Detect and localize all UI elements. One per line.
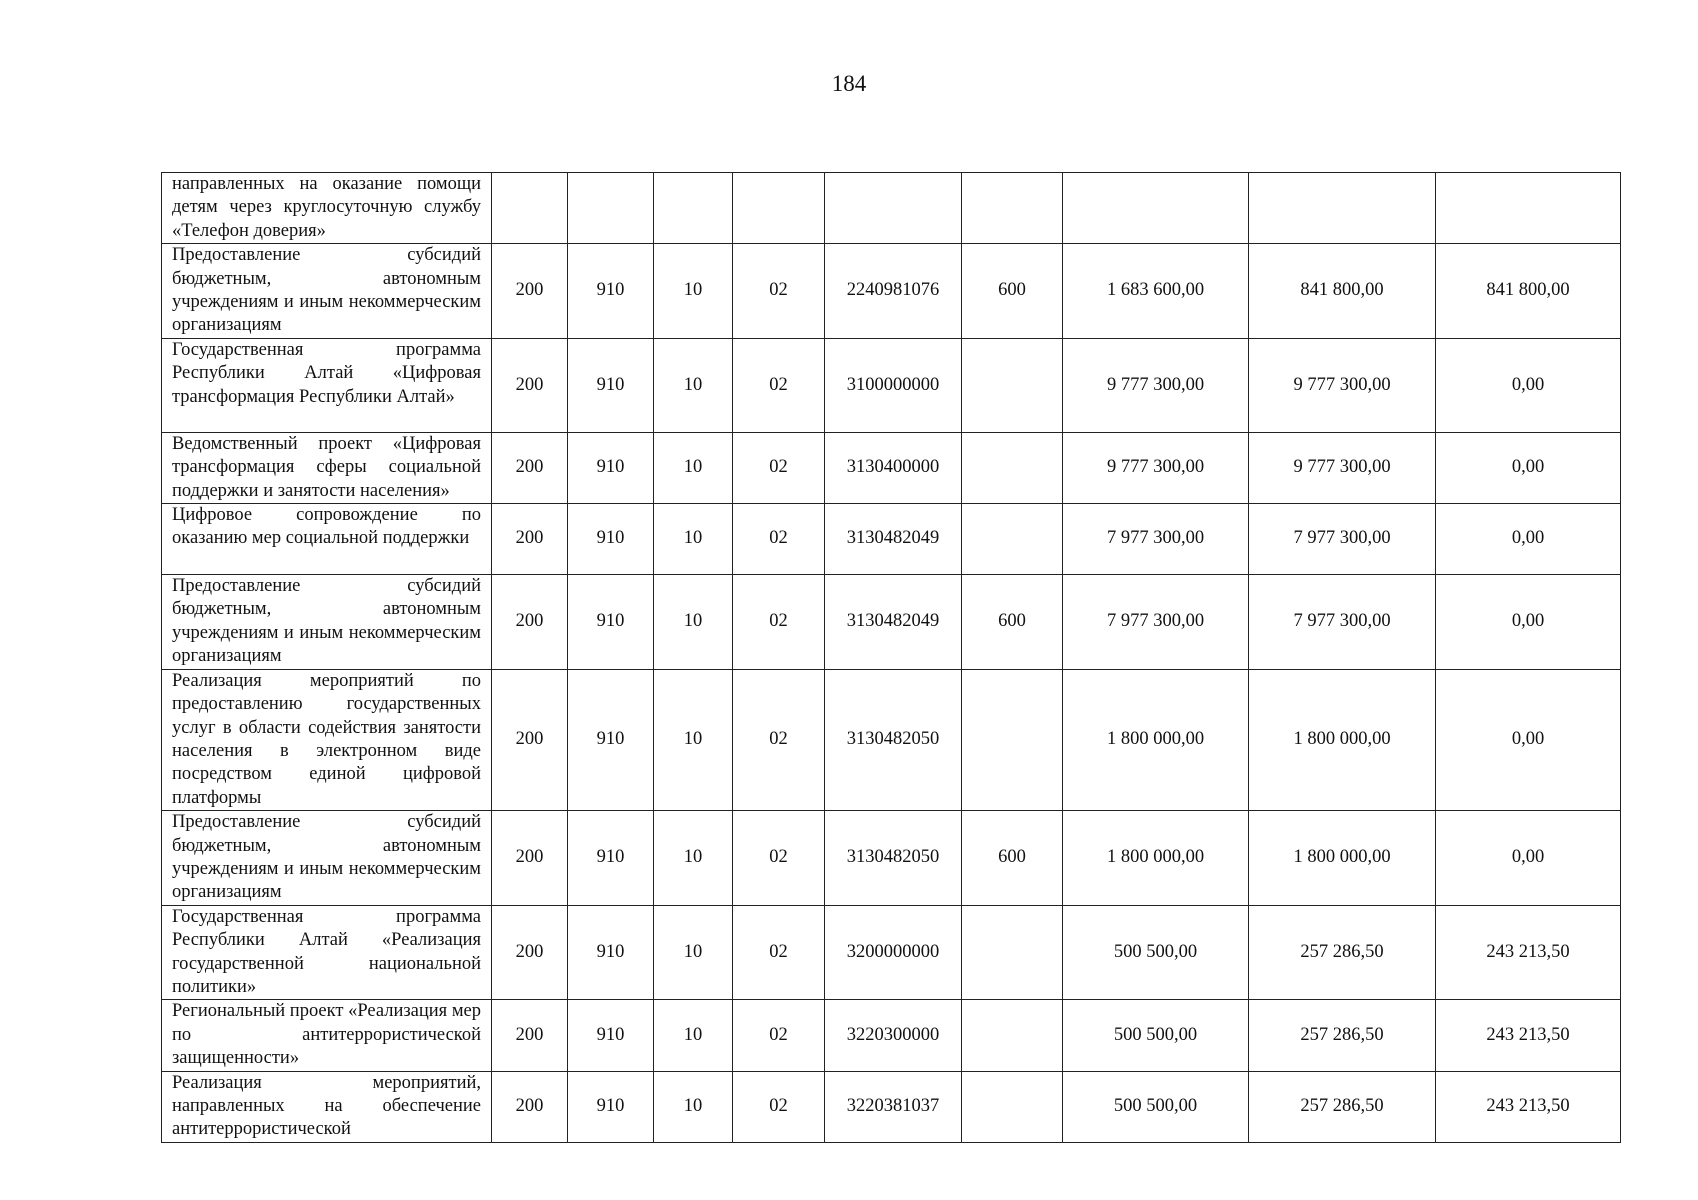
cell-value-1 [1063, 173, 1249, 244]
cell-code-2: 910 [568, 1000, 654, 1071]
table-row [162, 905, 1621, 1000]
cell-code-4: 02 [733, 811, 825, 906]
row-description: Государственная программа Республики Алтай «Реализация государственной национальной политики» [162, 905, 492, 1000]
cell-code-4: 02 [733, 905, 825, 1000]
cell-value-1: 500 500,00 [1063, 1071, 1249, 1142]
cell-code-4: 02 [733, 575, 825, 670]
cell-code-6: 600 [962, 811, 1063, 906]
cell-code-1 [492, 173, 568, 244]
cell-code-6 [962, 1000, 1063, 1071]
cell-code-3: 10 [654, 244, 733, 339]
row-description: направленных на оказание помощи детям через круглосуточную службу «Телефон доверия» [162, 173, 492, 244]
cell-code-4: 02 [733, 504, 825, 575]
cell-value-1: 9 777 300,00 [1063, 338, 1249, 432]
cell-value-3: 0,00 [1436, 575, 1621, 670]
cell-code-1: 200 [492, 338, 568, 432]
table-row [162, 575, 1621, 670]
cell-code-2: 910 [568, 1071, 654, 1142]
cell-value-1: 1 683 600,00 [1063, 244, 1249, 339]
cell-code-5: 3100000000 [825, 338, 962, 432]
cell-code-1: 200 [492, 905, 568, 1000]
cell-value-2: 9 777 300,00 [1249, 338, 1436, 432]
cell-code-3: 10 [654, 669, 733, 810]
cell-code-2: 910 [568, 338, 654, 432]
cell-value-3: 0,00 [1436, 432, 1621, 503]
cell-value-2: 257 286,50 [1249, 1071, 1436, 1142]
cell-code-4: 02 [733, 244, 825, 339]
cell-value-3: 0,00 [1436, 811, 1621, 906]
cell-value-3: 0,00 [1436, 338, 1621, 432]
cell-value-2: 257 286,50 [1249, 1000, 1436, 1071]
cell-code-3: 10 [654, 811, 733, 906]
cell-value-1: 7 977 300,00 [1063, 504, 1249, 575]
cell-value-3: 0,00 [1436, 504, 1621, 575]
cell-code-6 [962, 905, 1063, 1000]
row-description: Предоставление субсидий бюджетным, автономным учреждениям и иным некоммерческим организациям [162, 811, 492, 906]
table-row [162, 1000, 1621, 1071]
table-row [162, 504, 1621, 575]
cell-code-2: 910 [568, 811, 654, 906]
cell-value-2: 841 800,00 [1249, 244, 1436, 339]
cell-code-2: 910 [568, 669, 654, 810]
table-row [162, 338, 1621, 432]
cell-value-2 [1249, 173, 1436, 244]
table-body [162, 173, 1621, 1143]
table-row [162, 432, 1621, 503]
row-description: Реализация мероприятий по предоставлению государственных услуг в области содействия занятости населения в электронном виде посредством единой цифровой платформы [162, 669, 492, 810]
cell-code-2: 910 [568, 504, 654, 575]
row-description: Ведомственный проект «Цифровая трансформация сферы социальной поддержки и занятости населения» [162, 432, 492, 503]
cell-code-1: 200 [492, 432, 568, 503]
cell-code-3: 10 [654, 504, 733, 575]
cell-code-6: 600 [962, 244, 1063, 339]
table-row [162, 173, 1621, 244]
cell-code-6: 600 [962, 575, 1063, 670]
cell-code-5 [825, 173, 962, 244]
cell-code-1: 200 [492, 575, 568, 670]
cell-code-5: 3130482050 [825, 669, 962, 810]
cell-code-4: 02 [733, 338, 825, 432]
cell-code-4: 02 [733, 432, 825, 503]
cell-code-1: 200 [492, 244, 568, 339]
cell-value-2: 7 977 300,00 [1249, 575, 1436, 670]
cell-code-3: 10 [654, 1000, 733, 1071]
cell-code-5: 3130482049 [825, 504, 962, 575]
cell-code-2 [568, 173, 654, 244]
cell-code-2: 910 [568, 432, 654, 503]
cell-value-1: 500 500,00 [1063, 905, 1249, 1000]
cell-value-2: 7 977 300,00 [1249, 504, 1436, 575]
cell-code-4 [733, 173, 825, 244]
cell-code-3 [654, 173, 733, 244]
budget-table [161, 172, 1621, 1143]
cell-value-1: 500 500,00 [1063, 1000, 1249, 1071]
cell-code-5: 3220381037 [825, 1071, 962, 1142]
cell-code-5: 3220300000 [825, 1000, 962, 1071]
row-description: Цифровое сопровождение по оказанию мер социальной поддержки [162, 504, 492, 575]
cell-code-4: 02 [733, 1000, 825, 1071]
cell-value-3: 841 800,00 [1436, 244, 1621, 339]
cell-value-1: 9 777 300,00 [1063, 432, 1249, 503]
cell-code-1: 200 [492, 1071, 568, 1142]
table-row [162, 811, 1621, 906]
cell-code-5: 3130482049 [825, 575, 962, 670]
cell-code-5: 3130482050 [825, 811, 962, 906]
cell-value-2: 1 800 000,00 [1249, 669, 1436, 810]
cell-value-1: 1 800 000,00 [1063, 669, 1249, 810]
row-description: Реализация мероприятий, направленных на обеспечение антитеррористической [162, 1071, 492, 1142]
cell-code-3: 10 [654, 1071, 733, 1142]
page-number: 184 [831, 71, 867, 96]
cell-value-1: 1 800 000,00 [1063, 811, 1249, 906]
cell-value-3 [1436, 173, 1621, 244]
cell-code-2: 910 [568, 575, 654, 670]
cell-code-1: 200 [492, 811, 568, 906]
cell-code-1: 200 [492, 669, 568, 810]
cell-value-3: 243 213,50 [1436, 1071, 1621, 1142]
cell-code-2: 910 [568, 905, 654, 1000]
cell-code-5: 3130400000 [825, 432, 962, 503]
cell-value-1: 7 977 300,00 [1063, 575, 1249, 670]
row-description: Региональный проект «Реализация мер по антитеррористической защищенности» [162, 1000, 492, 1071]
cell-code-3: 10 [654, 905, 733, 1000]
table-row [162, 669, 1621, 810]
cell-code-3: 10 [654, 575, 733, 670]
cell-code-5: 3200000000 [825, 905, 962, 1000]
cell-code-6 [962, 504, 1063, 575]
cell-value-3: 0,00 [1436, 669, 1621, 810]
cell-code-3: 10 [654, 432, 733, 503]
cell-code-1: 200 [492, 504, 568, 575]
row-description: Предоставление субсидий бюджетным, автономным учреждениям и иным некоммерческим организациям [162, 575, 492, 670]
table-row [162, 1071, 1621, 1142]
cell-code-6 [962, 1071, 1063, 1142]
cell-code-1: 200 [492, 1000, 568, 1071]
cell-code-4: 02 [733, 669, 825, 810]
cell-value-2: 9 777 300,00 [1249, 432, 1436, 503]
cell-code-2: 910 [568, 244, 654, 339]
cell-code-4: 02 [733, 1071, 825, 1142]
cell-code-6 [962, 338, 1063, 432]
row-description: Государственная программа Республики Алтай «Цифровая трансформация Республики Алтай» [162, 338, 492, 432]
table-row [162, 244, 1621, 339]
cell-code-6 [962, 669, 1063, 810]
cell-value-2: 1 800 000,00 [1249, 811, 1436, 906]
row-description: Предоставление субсидий бюджетным, автономным учреждениям и иным некоммерческим организациям [162, 244, 492, 339]
cell-code-5: 2240981076 [825, 244, 962, 339]
cell-value-3: 243 213,50 [1436, 905, 1621, 1000]
cell-code-6 [962, 173, 1063, 244]
cell-value-2: 257 286,50 [1249, 905, 1436, 1000]
cell-code-3: 10 [654, 338, 733, 432]
cell-code-6 [962, 432, 1063, 503]
cell-value-3: 243 213,50 [1436, 1000, 1621, 1071]
